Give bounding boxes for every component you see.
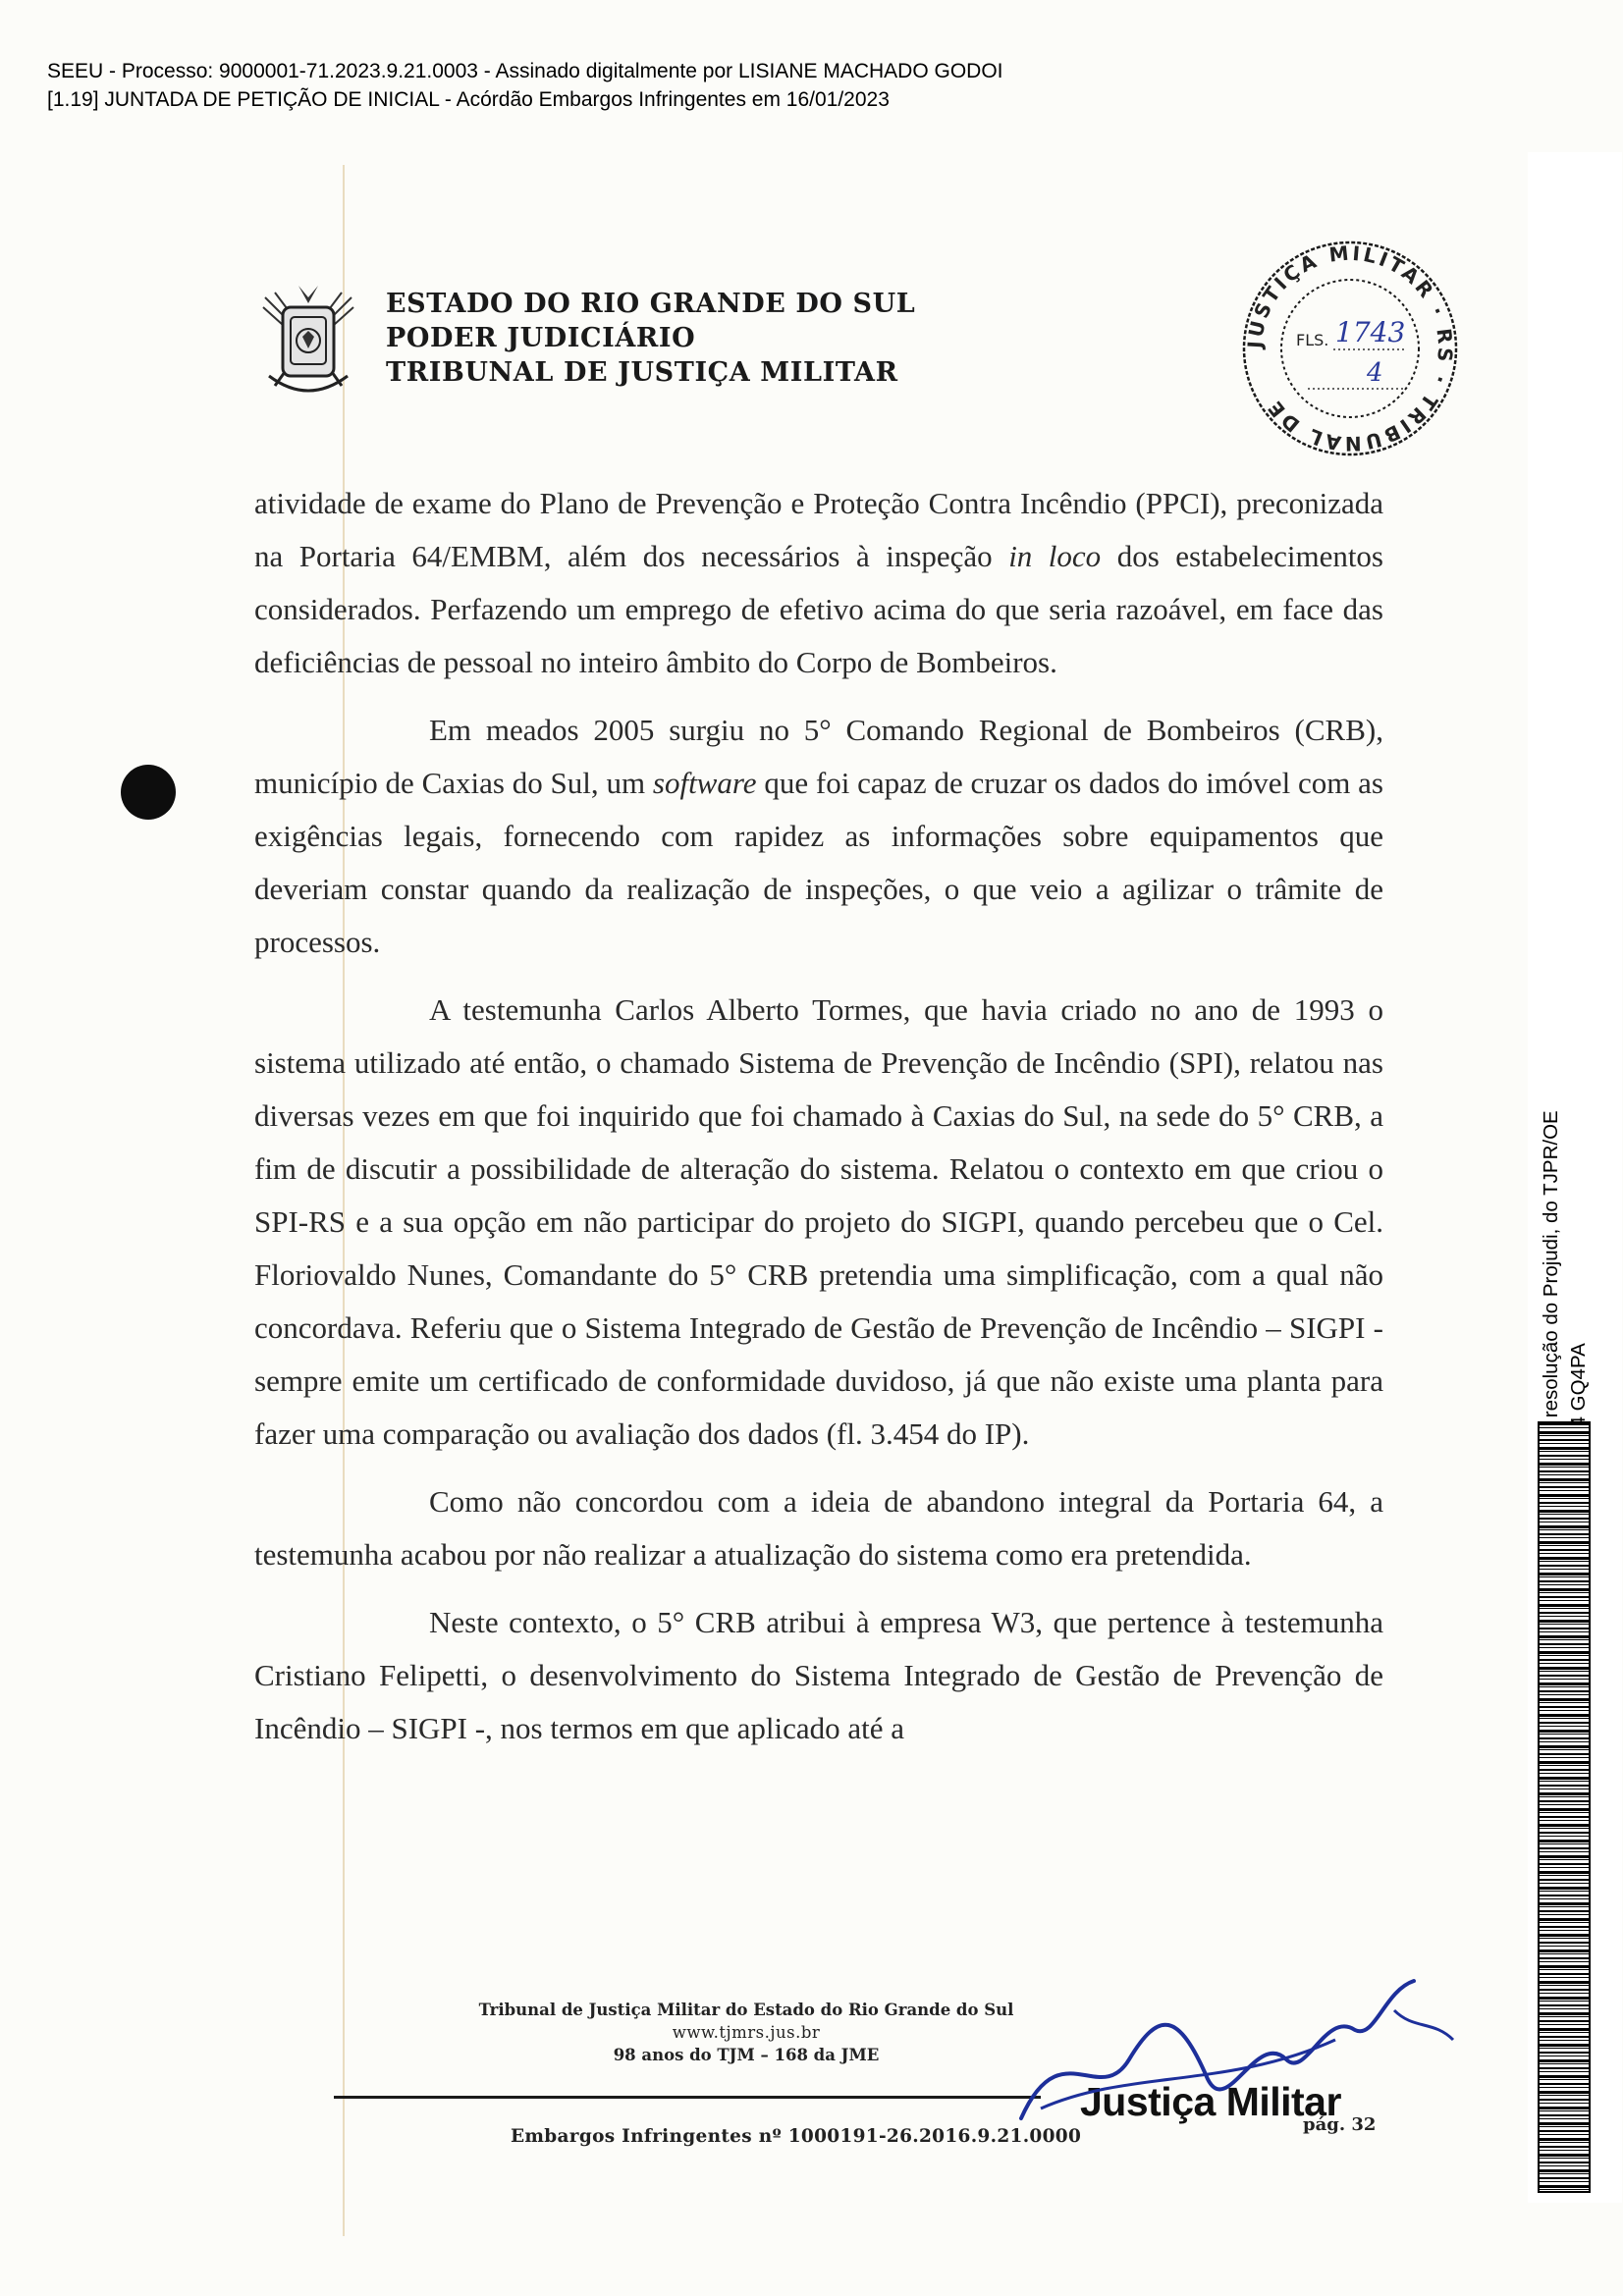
paragraph-1: atividade de exame do Plano de Prevenção e Proteção Contra Incêndio (PPCI), preconizada na Portaria 64/EMBM, além dos necessários à inspeção in loco dos estabelecimentos considerados. Perfazendo um emprego de efetivo acima do que seria razoável, em face das deficiências de pessoal no inteiro âmbito do Corpo de Bombeiros.	[254, 486, 1383, 679]
state-coat-of-arms-icon	[255, 278, 361, 410]
page-footer	[432, 1999, 1060, 2066]
institution-court: TRIBUNAL DE JUSTIÇA MILITAR	[386, 357, 898, 388]
justica-militar-logo: Justiça Militar	[1080, 2079, 1341, 2124]
paragraph-4: Como não concordou com a ideia de abandono integral da Portaria 64, a testemunha acabou por não realizar a atualização do sistema como era pretendida.	[254, 1484, 1383, 1572]
punch-hole	[121, 765, 176, 820]
page-number: pág. 32	[1303, 2114, 1377, 2135]
validation-barcode	[1538, 1421, 1591, 2193]
paragraph-2: Em meados 2005 surgiu no 5° Comando Regional de Bombeiros (CRB), município de Caxias do Sul, um software que foi capaz de cruzar os dados do imóvel com as exigências legais, fornecendo com rapidez as informações sobre equipamentos que deveriam constar quando da realização de inspeções, o que veio a agilizar o trâmite de processos.	[254, 713, 1383, 959]
stamp-fls-number: 1743	[1335, 316, 1406, 348]
institution-power: PODER JUDICIÁRIO	[386, 323, 696, 353]
footer-website: www.tjmrs.jus.br	[672, 2023, 821, 2042]
stamp-fls-label: FLS.	[1296, 331, 1329, 349]
paragraph-3: A testemunha Carlos Alberto Tormes, que havia criado no ano de 1993 o sistema utilizado até então, o chamado Sistema de Prevenção de Incêndio (SPI), relatou nas diversas vezes em que foi inquirido que foi chamado à Caxias do Sul, na sede do 5° CRB, a fim de discutir a possibilidade de alteração do sistema. Relatou o contexto em que criou o SPI-RS e a sua opção em não participar do projeto do SIGPI, quando percebeu que o Cel. Floriovaldo Nunes, Comandante do 5° CRB pretendia uma simplificação, com a qual não concordava. Referiu que o Sistema Integrado de Gestão de Prevenção de Incêndio – SIGPI - sempre emite um certificado de conformidade duvidoso, já que não existe uma planta para fazer uma comparação ou avaliação dos dados (fl. 3.454 do IP).	[254, 992, 1383, 1451]
process-number: Embargos Infringentes nº 1000191-26.2016.9.21.0000	[511, 2126, 1082, 2147]
italic-term-in-loco: in loco	[1008, 539, 1102, 573]
seeu-header-line-1: SEEU - Processo: 9000001-71.2023.9.21.0003 - Assinado digitalmente por LISIANE MACHADO GODOI	[47, 60, 1003, 82]
institution-header	[386, 287, 915, 390]
handwritten-signature	[982, 1971, 1473, 2138]
stamp-fls-sub: 4	[1367, 358, 1383, 388]
page-number-stamp	[1237, 236, 1463, 461]
footer-anniversary: 98 anos do TJM – 168 da JME	[613, 2046, 880, 2064]
italic-term-software: software	[652, 766, 757, 800]
seeu-header-line-2: [1.19] JUNTADA DE PETIÇÃO DE INICIAL - Acórdão Embargos Infringentes em 16/01/2023	[47, 88, 890, 111]
footer-court-name: Tribunal de Justiça Militar do Estado do Rio Grande do Sul	[478, 2001, 1014, 2019]
document-body	[254, 477, 1383, 1770]
stamp-ring-text: JUSTIÇA MILITAR · RS · TRIBUNAL DE	[1242, 240, 1458, 456]
seeu-signature-header	[47, 57, 1003, 114]
institution-state: ESTADO DO RIO GRANDE DO SUL	[386, 289, 916, 319]
paragraph-5: Neste contexto, o 5° CRB atribui à empresa W3, que pertence à testemunha Cristiano Felipetti, o desenvolvimento do Sistema Integrado de Gestão de Prevenção de Incêndio – SIGPI -, nos termos em que aplicado até a	[254, 1605, 1383, 1745]
footer-divider	[334, 2096, 1041, 2099]
